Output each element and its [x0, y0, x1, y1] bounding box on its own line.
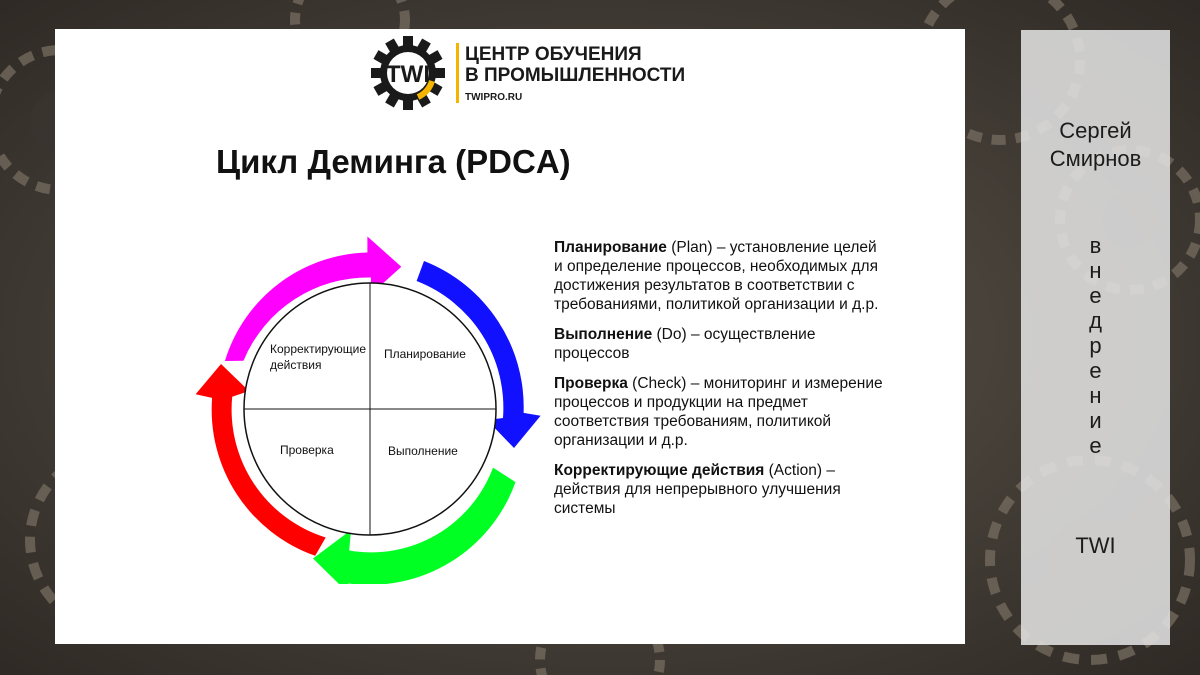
vertical-letter: е [1089, 433, 1102, 458]
author-name [1021, 117, 1170, 173]
logo-line-1: ЦЕНТР ОБУЧЕНИЯ [465, 44, 642, 65]
logo-mark-text: TWI [386, 61, 430, 88]
desc-check-term: Проверка [554, 375, 628, 392]
desc-check-text: (Check) – мониторинг и измерение процессов и продукции на предмет соответствия требованиям, политикой организации и д.р. [554, 375, 883, 449]
author-last-name: Смирнов [1049, 146, 1142, 171]
vertical-letter: е [1089, 283, 1102, 308]
logo-url: TWIPRO.RU [465, 92, 523, 103]
twi-logo [370, 35, 686, 111]
slide-panel [55, 29, 965, 644]
quadrant-do: Выполнение [388, 444, 458, 458]
vertical-letter: н [1089, 383, 1102, 408]
author-first-name: Сергей [1059, 118, 1132, 143]
gear-logo-icon [370, 35, 446, 111]
vertical-letter: н [1089, 258, 1102, 283]
vertical-word [1021, 233, 1170, 458]
desc-plan-text: (Plan) – установление целей и определение процессов, необходимых для достижения результатов в соответствии с требованиями, политикой организации и д.р. [554, 239, 879, 313]
desc-do-text: (Do) – осуществление процессов [554, 326, 816, 362]
desc-do [554, 325, 884, 363]
vertical-letter: в [1089, 233, 1102, 258]
side-twi-label: TWI [1075, 533, 1116, 558]
desc-act [554, 461, 884, 518]
vertical-letter: р [1089, 333, 1102, 358]
slide-title: Цикл Деминга (PDCA) [216, 143, 571, 180]
quadrant-act-line1: Корректирующие [270, 342, 367, 356]
logo-line-2: В ПРОМЫШЛЕННОСТИ [465, 65, 686, 86]
desc-do-term: Выполнение [554, 326, 653, 343]
vertical-letter: и [1089, 408, 1102, 433]
desc-act-term: Корректирующие действия [554, 462, 765, 479]
desc-plan [554, 238, 884, 314]
quadrant-plan: Планирование [384, 347, 466, 361]
vertical-letter: е [1089, 358, 1102, 383]
pdca-descriptions [554, 238, 884, 529]
desc-check [554, 374, 884, 450]
desc-act-text: (Action) – действия для непрерывного улучшения системы [554, 462, 841, 517]
side-panel [1021, 30, 1170, 645]
pdca-diagram [185, 224, 555, 584]
quadrant-act-line2: действия [270, 358, 322, 372]
desc-plan-term: Планирование [554, 239, 667, 256]
vertical-letter: д [1089, 308, 1102, 333]
logo-divider [456, 43, 459, 103]
quadrant-check: Проверка [280, 443, 334, 457]
